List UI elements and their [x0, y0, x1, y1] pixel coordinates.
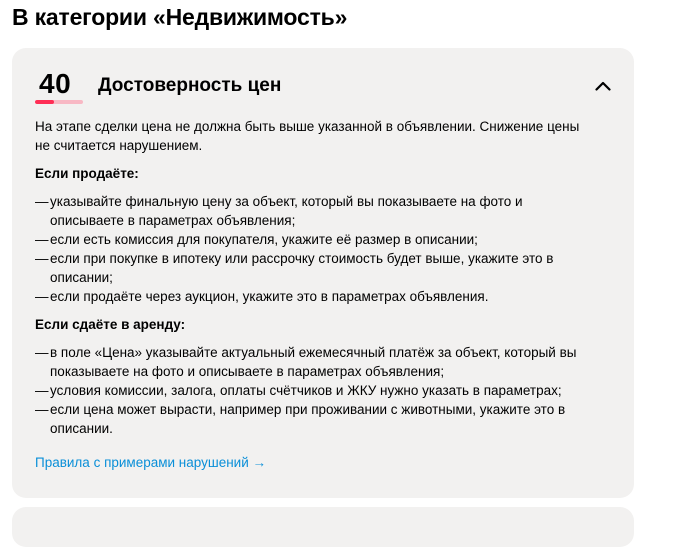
section-title: Достоверность цен — [98, 75, 282, 96]
list-item — [35, 381, 595, 400]
list-item — [35, 192, 595, 230]
intro-text: На этапе сделки цена не должна быть выше указанной в объявлении. Снижение цены не считается нарушением. — [35, 119, 580, 153]
selling-heading: Если продаёте: — [35, 166, 139, 181]
list-item — [35, 230, 595, 249]
score-bar — [35, 100, 83, 104]
list-item — [35, 287, 595, 306]
collapse-button[interactable] — [588, 72, 618, 100]
bullet-dash: — — [35, 345, 49, 360]
list-item-text: указывайте финальную цену за объект, который вы показываете на фото и описываете в параметрах объявления; — [50, 194, 523, 228]
chevron-up-icon — [595, 81, 611, 91]
bullet-dash: — — [35, 251, 49, 266]
list-item — [35, 400, 595, 438]
list-item-text: если продаёте через аукцион, укажите это в параметрах объявления. — [50, 289, 489, 304]
bullet-dash: — — [35, 232, 49, 247]
list-item-text: условия комиссии, залога, оплаты счётчиков и ЖКУ нужно указать в параметрах; — [50, 383, 562, 398]
list-item-text: если цена может вырасти, например при проживании с животными, укажите это в описании. — [50, 402, 566, 436]
price-accuracy-card — [12, 48, 634, 498]
bullet-dash: — — [35, 289, 49, 304]
list-item — [35, 249, 595, 287]
list-item-text: в поле «Цена» указывайте актуальный ежемесячный платёж за объект, который вы показываете на фото и описываете в параметрах объявления; — [50, 345, 577, 379]
renting-list — [35, 343, 595, 438]
score-value: 40 — [39, 68, 72, 99]
section-body — [35, 117, 595, 472]
page-heading: В категории «Недвижимость» — [12, 4, 348, 30]
score-bar-fill — [35, 100, 54, 104]
score-indicator — [35, 69, 83, 105]
next-section-card[interactable] — [12, 507, 634, 547]
selling-list — [35, 192, 595, 306]
bullet-dash: — — [35, 402, 49, 417]
list-item-text: если есть комиссия для покупателя, укажите её размер в описании; — [50, 232, 478, 247]
list-item — [35, 343, 595, 381]
list-item-text: если при покупке в ипотеку или рассрочку стоимость будет выше, укажите это в описании; — [50, 251, 554, 285]
bullet-dash: — — [35, 194, 49, 209]
bullet-dash: — — [35, 383, 49, 398]
renting-heading: Если сдаёте в аренду: — [35, 317, 186, 332]
rules-link[interactable]: Правила с примерами нарушений → — [35, 455, 267, 470]
